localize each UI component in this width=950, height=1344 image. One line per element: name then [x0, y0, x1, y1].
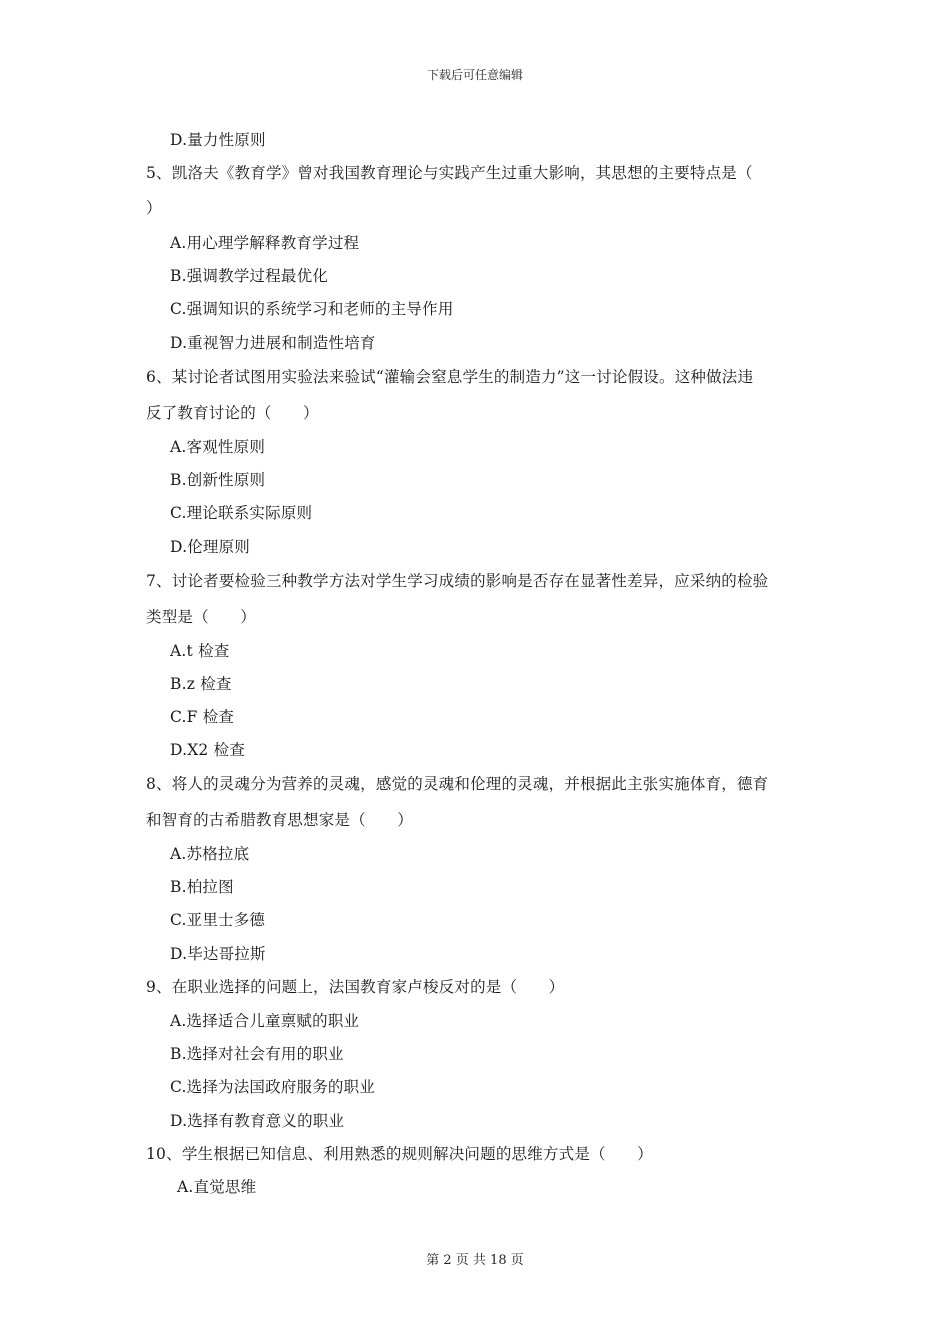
question-line: 类型是（ ）	[146, 608, 256, 626]
option-line: B.柏拉图	[170, 878, 234, 896]
option-line: C.强调知识的系统学习和老师的主导作用	[170, 300, 454, 318]
option-line: A.客观性原则	[170, 438, 266, 456]
option-line: C.选择为法国政府服务的职业	[170, 1078, 376, 1096]
option-line: C.理论联系实际原则	[170, 504, 313, 522]
option-line: C.亚里士多德	[170, 911, 266, 929]
option-line: D.伦理原则	[170, 538, 251, 556]
option-line: A.苏格拉底	[170, 845, 250, 863]
page-header: 下载后可任意编辑	[426, 68, 523, 82]
option-line: D.选择有教育意义的职业	[170, 1112, 345, 1130]
page-footer: 第 2 页 共 18 页	[426, 1253, 524, 1268]
option-line: B.创新性原则	[170, 471, 266, 489]
question-line: 6、某讨论者试图用实验法来验试“灌输会窒息学生的制造力”这一讨论假设。这种做法违	[146, 368, 754, 386]
question-line: 8、将人的灵魂分为营养的灵魂，感觉的灵魂和伦理的灵魂，并根据此主张实施体育，德育	[146, 775, 769, 793]
question-line: 7、讨论者要检验三种教学方法对学生学习成绩的影响是否存在显著性差异，应采纳的检验	[146, 572, 769, 590]
option-line: D.毕达哥拉斯	[170, 945, 266, 963]
question-line: 9、在职业选择的问题上，法国教育家卢梭反对的是（ ）	[146, 978, 565, 996]
option-line: C.F 检查	[170, 708, 235, 726]
option-line: A.选择适合儿童禀赋的职业	[170, 1012, 360, 1030]
option-line: A.用心理学解释教育学过程	[170, 234, 360, 252]
question-line: ）	[146, 199, 162, 217]
option-line: D.X2 检查	[170, 741, 246, 759]
option-line: B.选择对社会有用的职业	[170, 1045, 344, 1063]
question-line: 10、学生根据已知信息、利用熟悉的规则解决问题的思维方式是（ ）	[146, 1145, 653, 1163]
option-line: B.强调教学过程最优化	[170, 267, 329, 285]
question-line: 和智育的古希腊教育思想家是（ ）	[146, 811, 413, 829]
question-line: 反了教育讨论的（ ）	[146, 404, 319, 422]
question-line: 5、凯洛夫《教育学》曾对我国教育理论与实践产生过重大影响，其思想的主要特点是（	[146, 164, 753, 182]
option-line: D.量力性原则	[170, 131, 266, 149]
option-line: A.t 检查	[170, 642, 230, 660]
option-line: A.直觉思维	[177, 1178, 257, 1196]
option-line: B.z 检查	[170, 675, 232, 693]
option-line: D.重视智力进展和制造性培育	[170, 334, 376, 352]
